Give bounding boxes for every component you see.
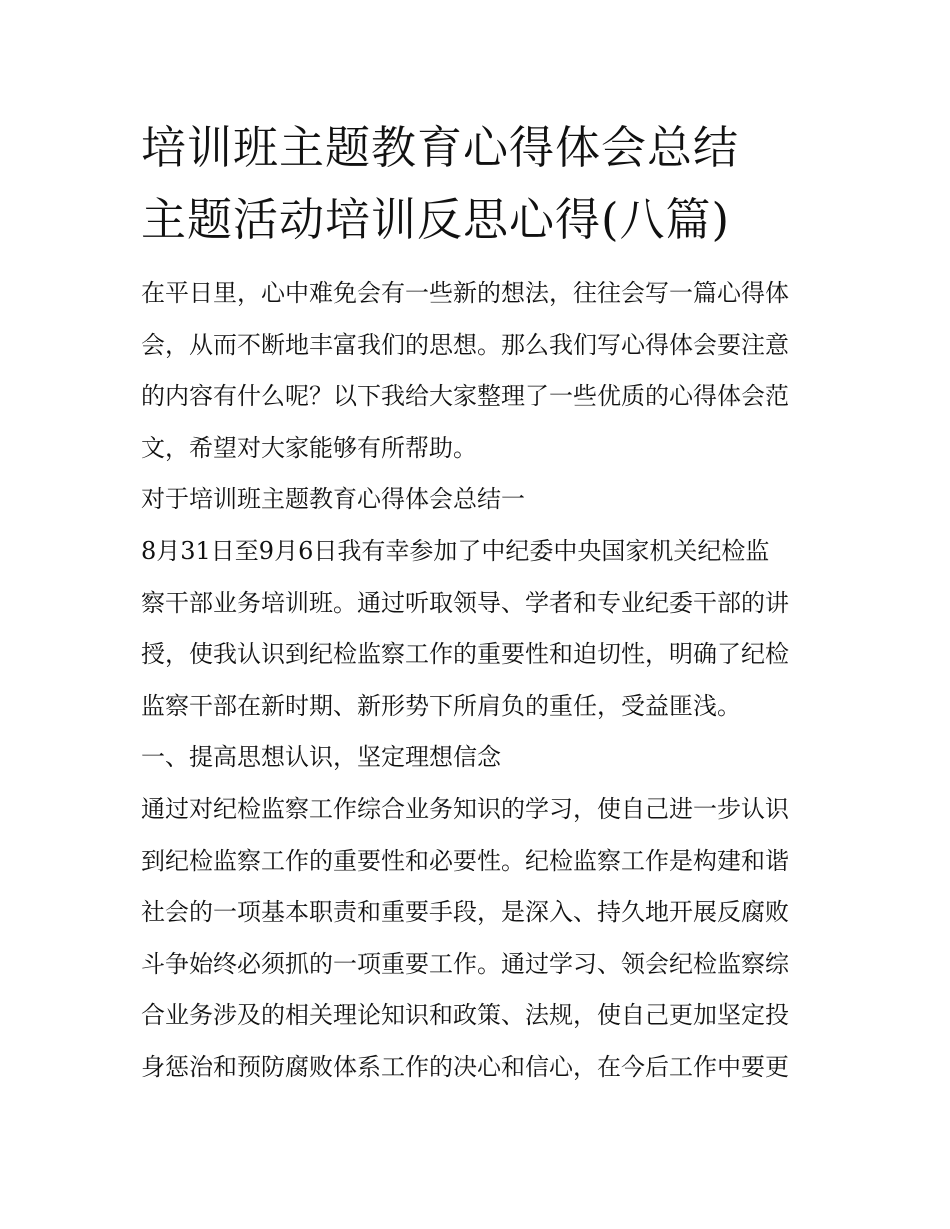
body-line: 到纪检监察工作的重要性和必要性。纪检监察工作是构建和谐: [141, 846, 789, 875]
body-line: 身惩治和预防腐败体系工作的决心和信心，在今后工作中要更: [141, 1052, 789, 1081]
body-line: 授，使我认识到纪检监察工作的重要性和迫切性，明确了纪检: [141, 640, 789, 669]
body-line: 会，从而不断地丰富我们的思想。那么我们写心得体会要注意: [141, 330, 789, 359]
document-title: [141, 112, 813, 256]
title-line-1: 培训班主题教育心得体会总结: [141, 121, 740, 174]
body-line: 斗争始终必须抓的一项重要工作。通过学习、领会纪检监察综: [141, 949, 789, 978]
body-line: 通过对纪检监察工作综合业务知识的学习，使自己进一步认识: [141, 794, 789, 823]
body-line: 察干部业务培训班。通过听取领导、学者和专业纪委干部的讲: [141, 588, 789, 617]
body-line: 社会的一项基本职责和重要手段，是深入、持久地开展反腐败: [141, 898, 789, 927]
document-content: [141, 112, 813, 1094]
title-line-2: 主题活动培训反思心得(八篇): [141, 193, 731, 246]
body-line: 在平日里，心中难免会有一些新的想法，往往会写一篇心得体: [141, 279, 789, 307]
body-line: 8月31日至9月6日我有幸参加了中纪委中央国家机关纪检监: [141, 536, 770, 565]
document-body: [141, 268, 813, 1094]
subsection-heading: 一、提高思想认识，坚定理想信念: [141, 743, 501, 772]
body-line: 的内容有什么呢？以下我给大家整理了一些优质的心得体会范: [141, 382, 789, 411]
body-line: 监察干部在新时期、新形势下所肩负的重任，受益匪浅。: [141, 691, 741, 720]
body-line: 合业务涉及的相关理论知识和政策、法规，使自己更加坚定投: [141, 1001, 789, 1030]
body-line: 文，希望对大家能够有所帮助。: [141, 433, 477, 462]
section-heading: 对于培训班主题教育心得体会总结一: [141, 485, 525, 514]
